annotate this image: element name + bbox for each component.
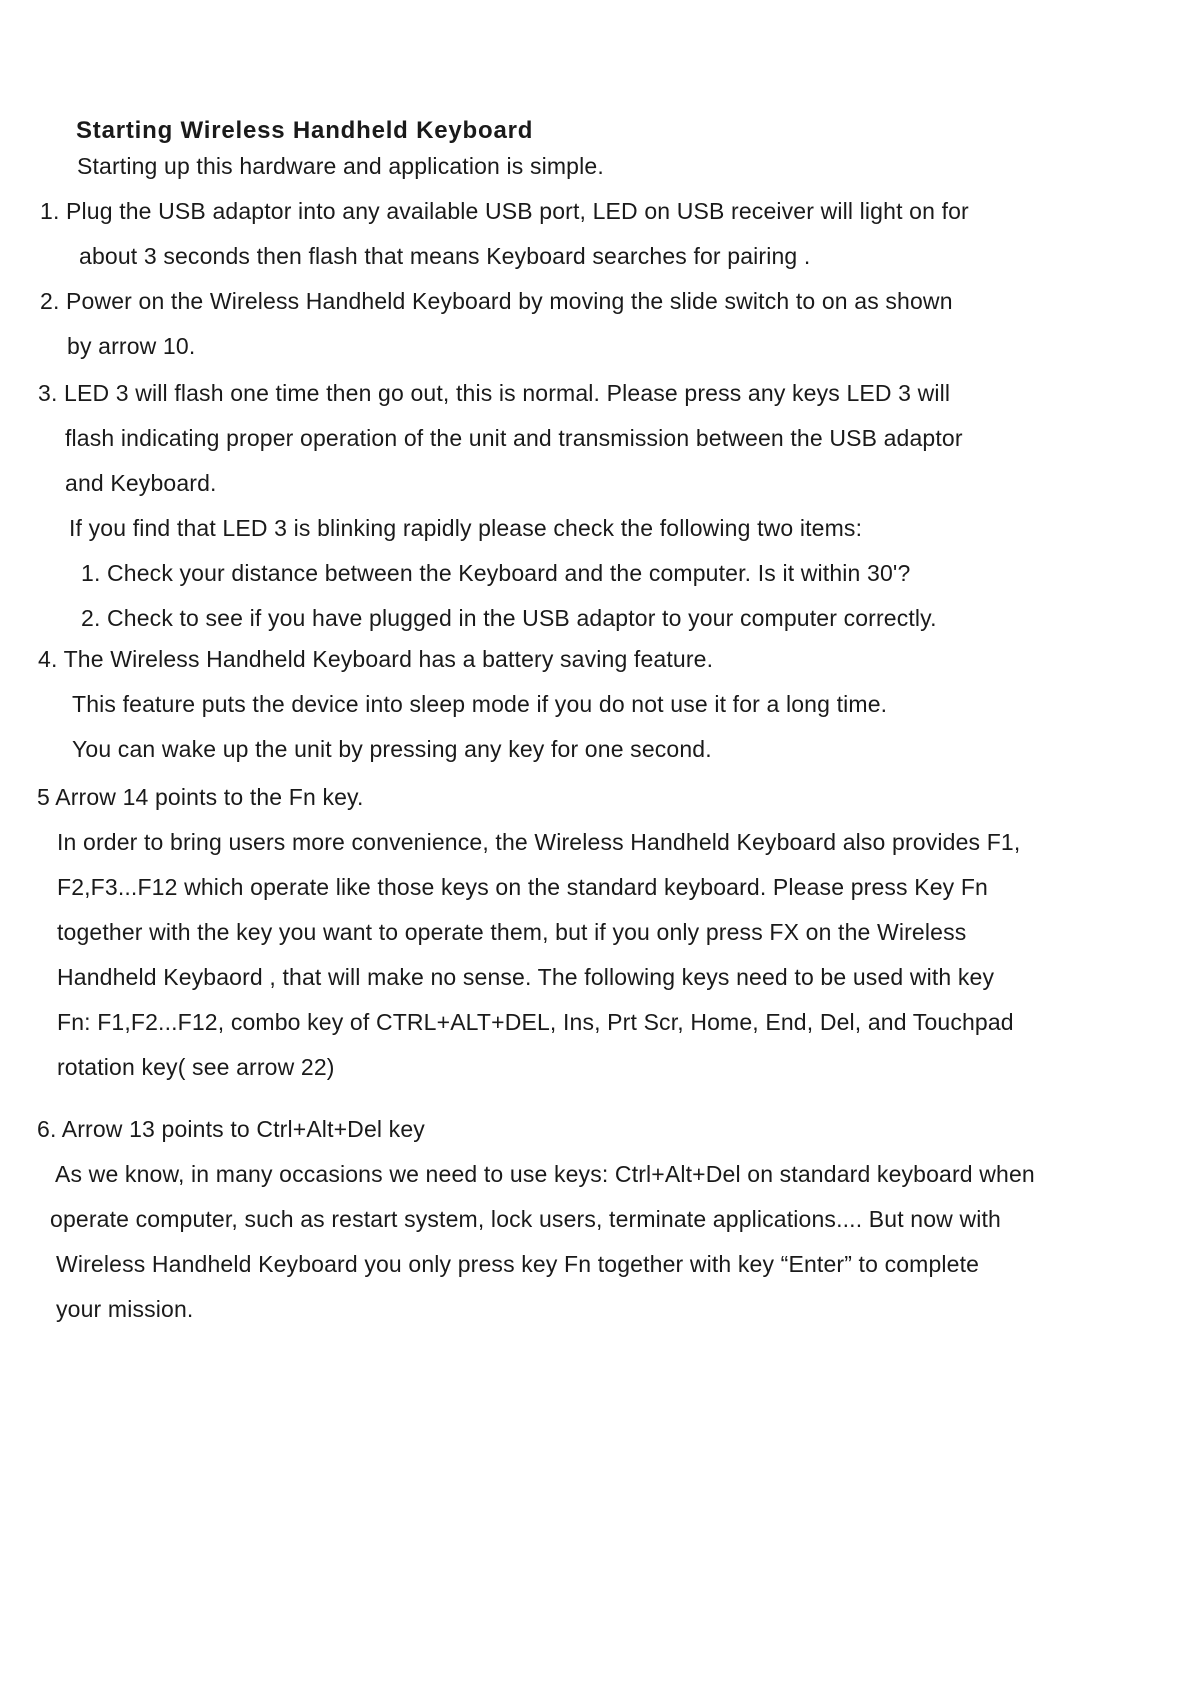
step-4-line-2: This feature puts the device into sleep mode if you do not use it for a long time. <box>72 691 888 717</box>
step-4-line-3: You can wake up the unit by pressing any key for one second. <box>72 736 712 762</box>
step-6-line-3: operate computer, such as restart system, lock users, terminate applications.... But now with <box>50 1206 1001 1232</box>
step-5-line-4: together with the key you want to operate them, but if you only press FX on the Wireless <box>57 919 967 945</box>
step-2-line-2: by arrow 10. <box>67 333 196 359</box>
step-2-line-1: 2. Power on the Wireless Handheld Keyboard by moving the slide switch to on as shown <box>40 288 953 314</box>
step-1-line-2: about 3 seconds then flash that means Keyboard searches for pairing . <box>79 243 811 269</box>
step-5-line-5: Handheld Keybaord , that will make no sense. The following keys need to be used with key <box>57 964 995 990</box>
step-5-line-3: F2,F3...F12 which operate like those keys on the standard keyboard. Please press Key Fn <box>57 874 988 900</box>
step-6-line-1: 6. Arrow 13 points to Ctrl+Alt+Del key <box>37 1116 425 1142</box>
step-6-line-2: As we know, in many occasions we need to use keys: Ctrl+Alt+Del on standard keyboard when <box>55 1161 1035 1187</box>
step-3-check-1: 1. Check your distance between the Keyboard and the computer. Is it within 30'? <box>81 560 911 586</box>
step-3-line-3: and Keyboard. <box>65 470 217 496</box>
step-5-line-6: Fn: F1,F2...F12, combo key of CTRL+ALT+DEL, Ins, Prt Scr, Home, End, Del, and Touchpad <box>57 1009 1014 1035</box>
step-3-check-2: 2. Check to see if you have plugged in the USB adaptor to your computer correctly. <box>81 605 937 631</box>
step-3-line-2: flash indicating proper operation of the unit and transmission between the USB adaptor <box>65 425 963 451</box>
step-5-line-7: rotation key( see arrow 22) <box>57 1054 335 1080</box>
step-6-line-4: Wireless Handheld Keyboard you only press key Fn together with key “Enter” to complete <box>56 1251 980 1277</box>
step-6-line-5: your mission. <box>56 1296 194 1322</box>
step-4-line-1: 4. The Wireless Handheld Keyboard has a battery saving feature. <box>38 646 714 672</box>
step-5-line-2: In order to bring users more convenience, the Wireless Handheld Keyboard also provides F1, <box>57 829 1021 855</box>
step-3-line-1: 3. LED 3 will flash one time then go out, this is normal. Please press any keys LED 3 will <box>38 380 951 406</box>
intro-line: Starting up this hardware and application is simple. <box>77 153 604 179</box>
step-3-note: If you find that LED 3 is blinking rapidly please check the following two items: <box>69 515 863 541</box>
step-1-line-1: 1. Plug the USB adaptor into any available USB port, LED on USB receiver will light on for <box>40 198 969 224</box>
step-5-line-1: 5 Arrow 14 points to the Fn key. <box>37 784 364 810</box>
document-title: Starting Wireless Handheld Keyboard <box>76 117 534 144</box>
